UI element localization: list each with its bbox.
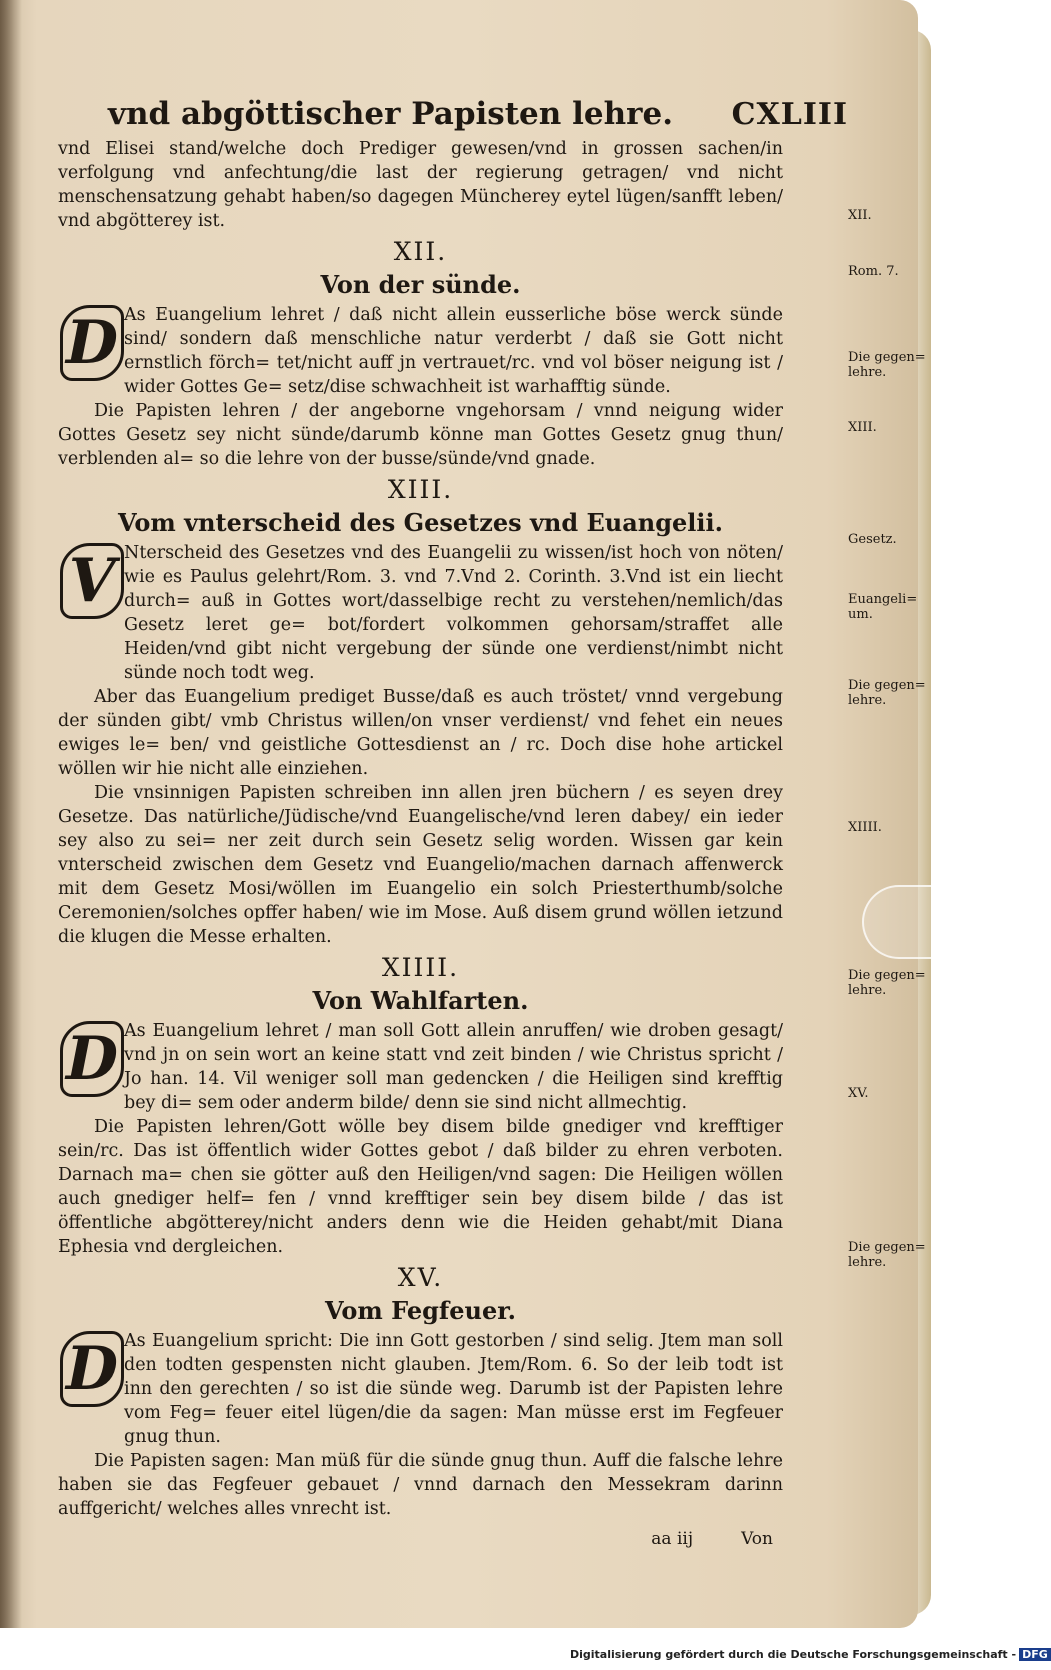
margin-note: XIII. — [848, 420, 877, 435]
margin-note: Die gegen= lehre. — [848, 350, 926, 380]
chapter-first-paragraph — [58, 1019, 783, 1115]
chapter-number: XIIII. — [381, 953, 460, 982]
running-head — [108, 92, 848, 137]
chapter-first-paragraph — [58, 303, 783, 399]
paragraph-text: Die Papisten sagen: Man müß für die sünde gnug thun. Auff die falsche lehre haben sie das Fegfeuer gebauet / vnnd darnach den Messekram darinn auffgericht/ welches alles vnrecht ist. — [58, 1451, 783, 1519]
margin-note: Gesetz. — [848, 532, 897, 547]
footer-text: Digitalisierung gefördert durch die Deutsche Forschungsgemeinschaft - — [570, 1648, 1017, 1661]
margin-note: Die gegen= lehre. — [848, 678, 926, 708]
chapter-title: Vom Fegfeuer. — [324, 1296, 517, 1325]
decorated-initial: V — [60, 543, 124, 619]
signature-line — [58, 1527, 783, 1551]
paragraph-text: Die vnsinnigen Papisten schreiben inn allen jren büchern / es seyen drey Gesetze. Das natürliche/Jüdische/vnd Euangelische/vnd leren dabey/ ein ieder sey also zu sei= ner zeit durch sein Gesetz selig worden. Wissen gar kein vnterscheid zwischen dem Gesetz vnd Euangelio/machen darnach affenwerck mit dem Gesetz Mosi/wöllen im Euangelio ein solch Priesterthumb/solche Ceremonien/solches opffer haben/ wie im Mose. Auß disem grund wöllen ietzund die klugen die Messe erhalten. — [58, 783, 783, 947]
chapter-title: Von der sünde. — [320, 270, 521, 299]
paragraph-text: As Euangelium lehret / daß nicht allein eusserliche böse werck sünde sind/ sondern daß menschliche natur verderbt / daß sie Gott nicht ernstlich förch= tet/nicht auff jn vertrauet/rc. vnd vol böser neigung ist / wider Gottes Ge= setz/dise schwachheit ist warhafftig sünde. — [124, 305, 783, 397]
intro-line: vnd Elisei stand/welche doch Prediger gewesen/vnd in grossen sachen/in verfolgung — [58, 139, 783, 183]
margin-note: XIIII. — [848, 820, 882, 835]
chapter-number: XV. — [397, 1263, 444, 1292]
paragraph-text: As Euangelium spricht: Die inn Gott gestorben / sind selig. Jtem man soll den todten gespensten nicht glauben. Jtem/Rom. 6. So der leib todt ist inn den gerechten / so ist die sünde weg. Darumb ist der Papisten lehre vom Feg= feuer eitel lügen/die da sagen: Man müsse erst im Fegfeuer gnug thun. — [124, 1331, 783, 1447]
chapter-first-paragraph — [58, 1329, 783, 1449]
decorated-initial: D — [60, 1331, 124, 1407]
margin-note: Euangeli= um. — [848, 592, 918, 622]
text-block — [58, 92, 926, 1551]
gutter-shadow — [0, 0, 22, 1628]
catchword: Von — [741, 1529, 773, 1549]
intro-line: vnd anfechtung/die last der regierung getragen/ vnd nicht menschensatzung gehabt — [58, 163, 783, 207]
margin-note: XII. — [848, 208, 872, 223]
paragraph-text: Nterscheid des Gesetzes vnd des Euangelii zu wissen/ist hoch von nöten/ wie es Paulus gelehrt/Rom. 3. vnd 7.Vnd 2. Corinth. 3.Vnd ist ein liecht durch= auß in Gottes wort/dasselbige recht zu verstehen/nemlich/das Gesetz leret ge= bot/fordert volkommen gehorsam/straffet alle Heiden/vnd gibt nicht vergebung der sünde one verdienst/nimbt nicht sünde noch todt weg. — [124, 543, 783, 683]
signature-mark: aa iij — [651, 1529, 694, 1549]
chapter-number: XII. — [393, 237, 448, 266]
folio-number: CXLIII — [731, 97, 848, 132]
decorated-initial: D — [60, 305, 124, 381]
margin-note: Die gegen= lehre. — [848, 968, 926, 998]
paragraph-text: Die Papisten lehren / der angeborne vngehorsam / vnnd neigung wider Gottes Gesetz sey nicht sünde/darumb könne man Gottes Gesetz gnug thun/ verblenden al= so die lehre von der busse/sünde/vnd gnade. — [58, 401, 783, 469]
paragraph-text: Die Papisten lehren/Gott wölle bey disem bilde gnediger vnd krefftiger sein/rc. Das ist öffentlich wider Gottes gebot / daß bilder zu ehren verboten. Darnach ma= chen sie götter auß den Heiligen/vnd sagen: Die Heiligen wöllen auch gnediger helf= fen / vnnd krefftiger sein bey disem bilde / das ist öffentliche abgötterey/nicht anders denn wie die Heiden gehabt/mit Diana Ephesia vnd dergleichen. — [58, 1117, 783, 1257]
chapter-title: Vom vnterscheid des Gesetzes vnd Euangelii. — [117, 508, 723, 537]
digitization-credit — [570, 1648, 1051, 1661]
intro-line: haben/so dagegen Müncherey eytel lügen/sanfft leben/ vnd abgötterey ist. — [58, 187, 783, 231]
chapter-first-paragraph — [58, 541, 783, 685]
decorated-initial: D — [60, 1021, 124, 1097]
chapter-title: Von Wahlfarten. — [312, 986, 529, 1015]
margin-note: Die gegen= lehre. — [848, 1240, 926, 1270]
margin-note: Rom. 7. — [848, 264, 899, 279]
running-head-title: vnd abgöttischer Papisten lehre. — [108, 96, 673, 132]
page-clip — [862, 885, 996, 959]
intro-paragraph — [58, 137, 783, 233]
paragraph-text: As Euangelium lehret / man soll Gott allein anruffen/ wie droben gesagt/ vnd jn on sein wort an keine statt vnd zeit binden / wie Christus spricht / Jo han. 14. Vil weniger soll man gedencken / die Heiligen sind krefftig bey di= sem oder anderm bilde/ denn sie sind nicht allmechtig. — [124, 1021, 783, 1113]
margin-note: XV. — [848, 1086, 869, 1101]
chapter-number: XIII. — [387, 475, 454, 504]
dfg-logo: DFG — [1019, 1648, 1051, 1661]
paragraph-text: Aber das Euangelium prediget Busse/daß es auch tröstet/ vnnd vergebung der sünden gibt/ vmb Christus willen/on vnser verdienst/ vnd fehet ein neues ewiges le= ben/ vnd geistliche Gottesdienst an / rc. Doch dise hohe artickel wöllen wir hie nicht alle einziehen. — [58, 687, 783, 779]
